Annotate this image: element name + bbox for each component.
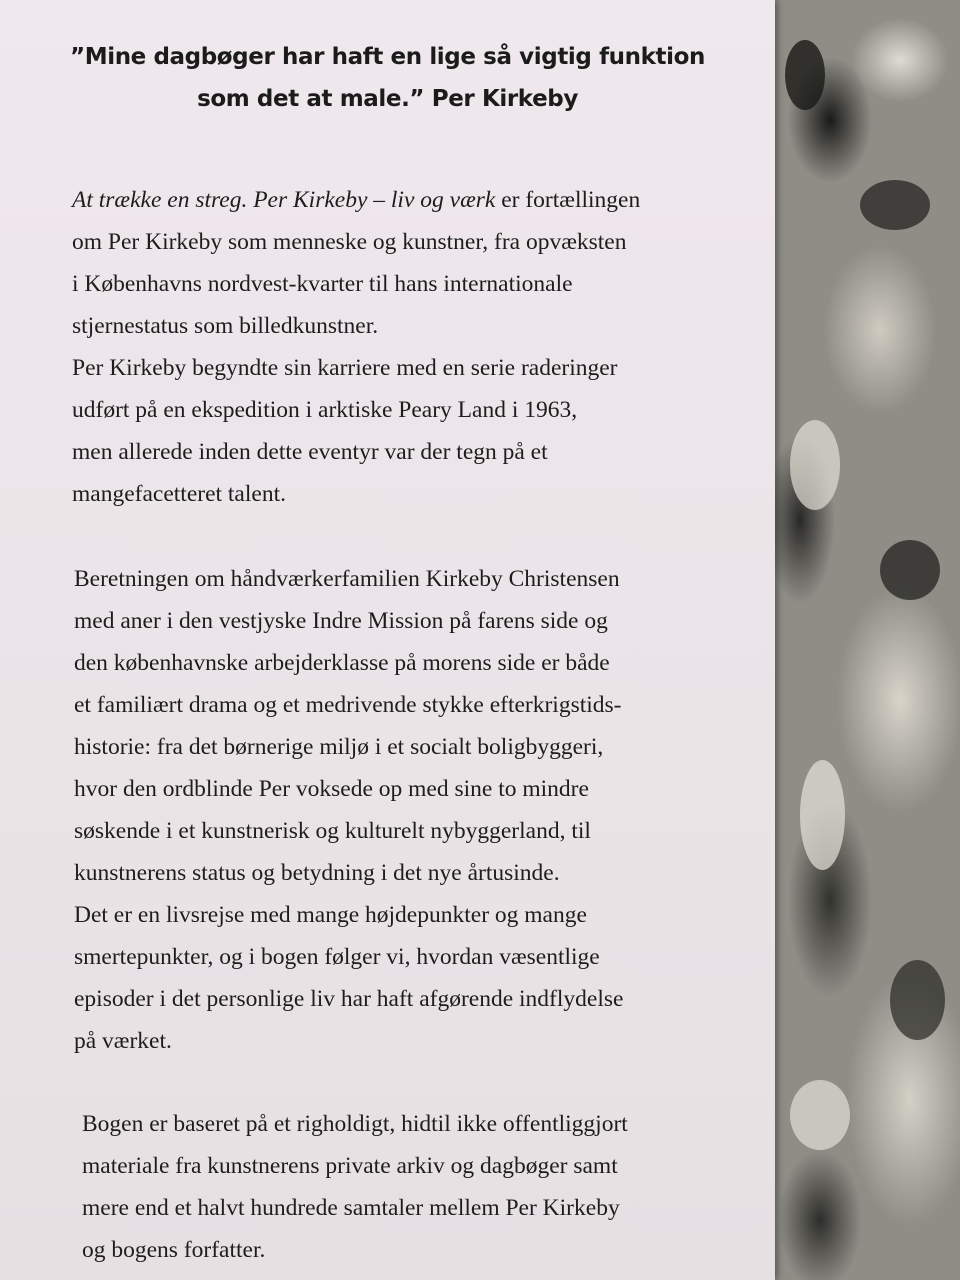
text-line: Bogen er baseret på et righoldigt, hidtil ikke offentliggjort [82,1111,628,1137]
text-line: om Per Kirkeby som menneske og kunstner, fra opvæksten [72,229,627,255]
text-line: mangefacetteret talent. [72,481,286,507]
text-line: på værket. [74,1028,172,1054]
photo-shadow [785,40,825,110]
text-line: episoder i det personlige liv har haft afgørende indflydelse [74,986,624,1012]
photo-highlight [790,420,840,510]
text-line: mere end et halvt hundrede samtaler mellem Per Kirkeby [82,1195,620,1221]
book-title: At trække en streg. Per Kirkeby – liv og værk [72,187,496,213]
text-line: Beretningen om håndværkerfamilien Kirkeby Christensen [74,566,620,592]
text-line: historie: fra det børnerige miljø i et socialt boligbyggeri, [74,734,604,760]
text-fragment: er fortællingen [495,187,641,213]
text-line: et familiært drama og et medrivende stykke efterkrigstids- [74,692,622,718]
paragraph-intro [72,179,762,515]
photo-highlight [790,1080,850,1150]
cover-quote [0,36,775,120]
text-line: og bogens forfatter. [82,1237,266,1263]
text-line: men allerede inden dette eventyr var der tegn på et [72,439,548,465]
quote-line: som det at male.” Per Kirkeby [197,86,578,112]
paragraph-sources [82,1103,772,1271]
text-line [72,179,762,221]
text-line: søskende i et kunstnerisk og kulturelt nybyggerland, til [74,818,591,844]
text-line: kunstnerens status og betydning i det nye årtusinde. [74,860,560,886]
text-line: hvor den ordblinde Per voksede op med sine to mindre [74,776,589,802]
text-line: materiale fra kunstnerens private arkiv og dagbøger samt [82,1153,618,1179]
photo-shadow [860,180,930,230]
photo-highlight [800,760,845,870]
photo-shadow [880,540,940,600]
text-line: stjernestatus som billedkunstner. [72,313,379,339]
quote-line: ”Mine dagbøger har haft en lige så vigtig funktion [70,44,705,70]
photo-shadow [890,960,945,1040]
text-line: den københavnske arbejderklasse på morens side er både [74,650,610,676]
paragraph-family [74,558,764,1062]
text-line: smertepunkter, og i bogen følger vi, hvordan væsentlige [74,944,600,970]
text-line: udført på en ekspedition i arktiske Peary Land i 1963, [72,397,578,423]
text-line: Det er en livsrejse med mange højdepunkter og mange [74,902,587,928]
text-line: med aner i den vestjyske Indre Mission på farens side og [74,608,608,634]
text-line: i Københavns nordvest-kvarter til hans internationale [72,271,573,297]
text-line: Per Kirkeby begyndte sin karriere med en serie raderinger [72,355,618,381]
